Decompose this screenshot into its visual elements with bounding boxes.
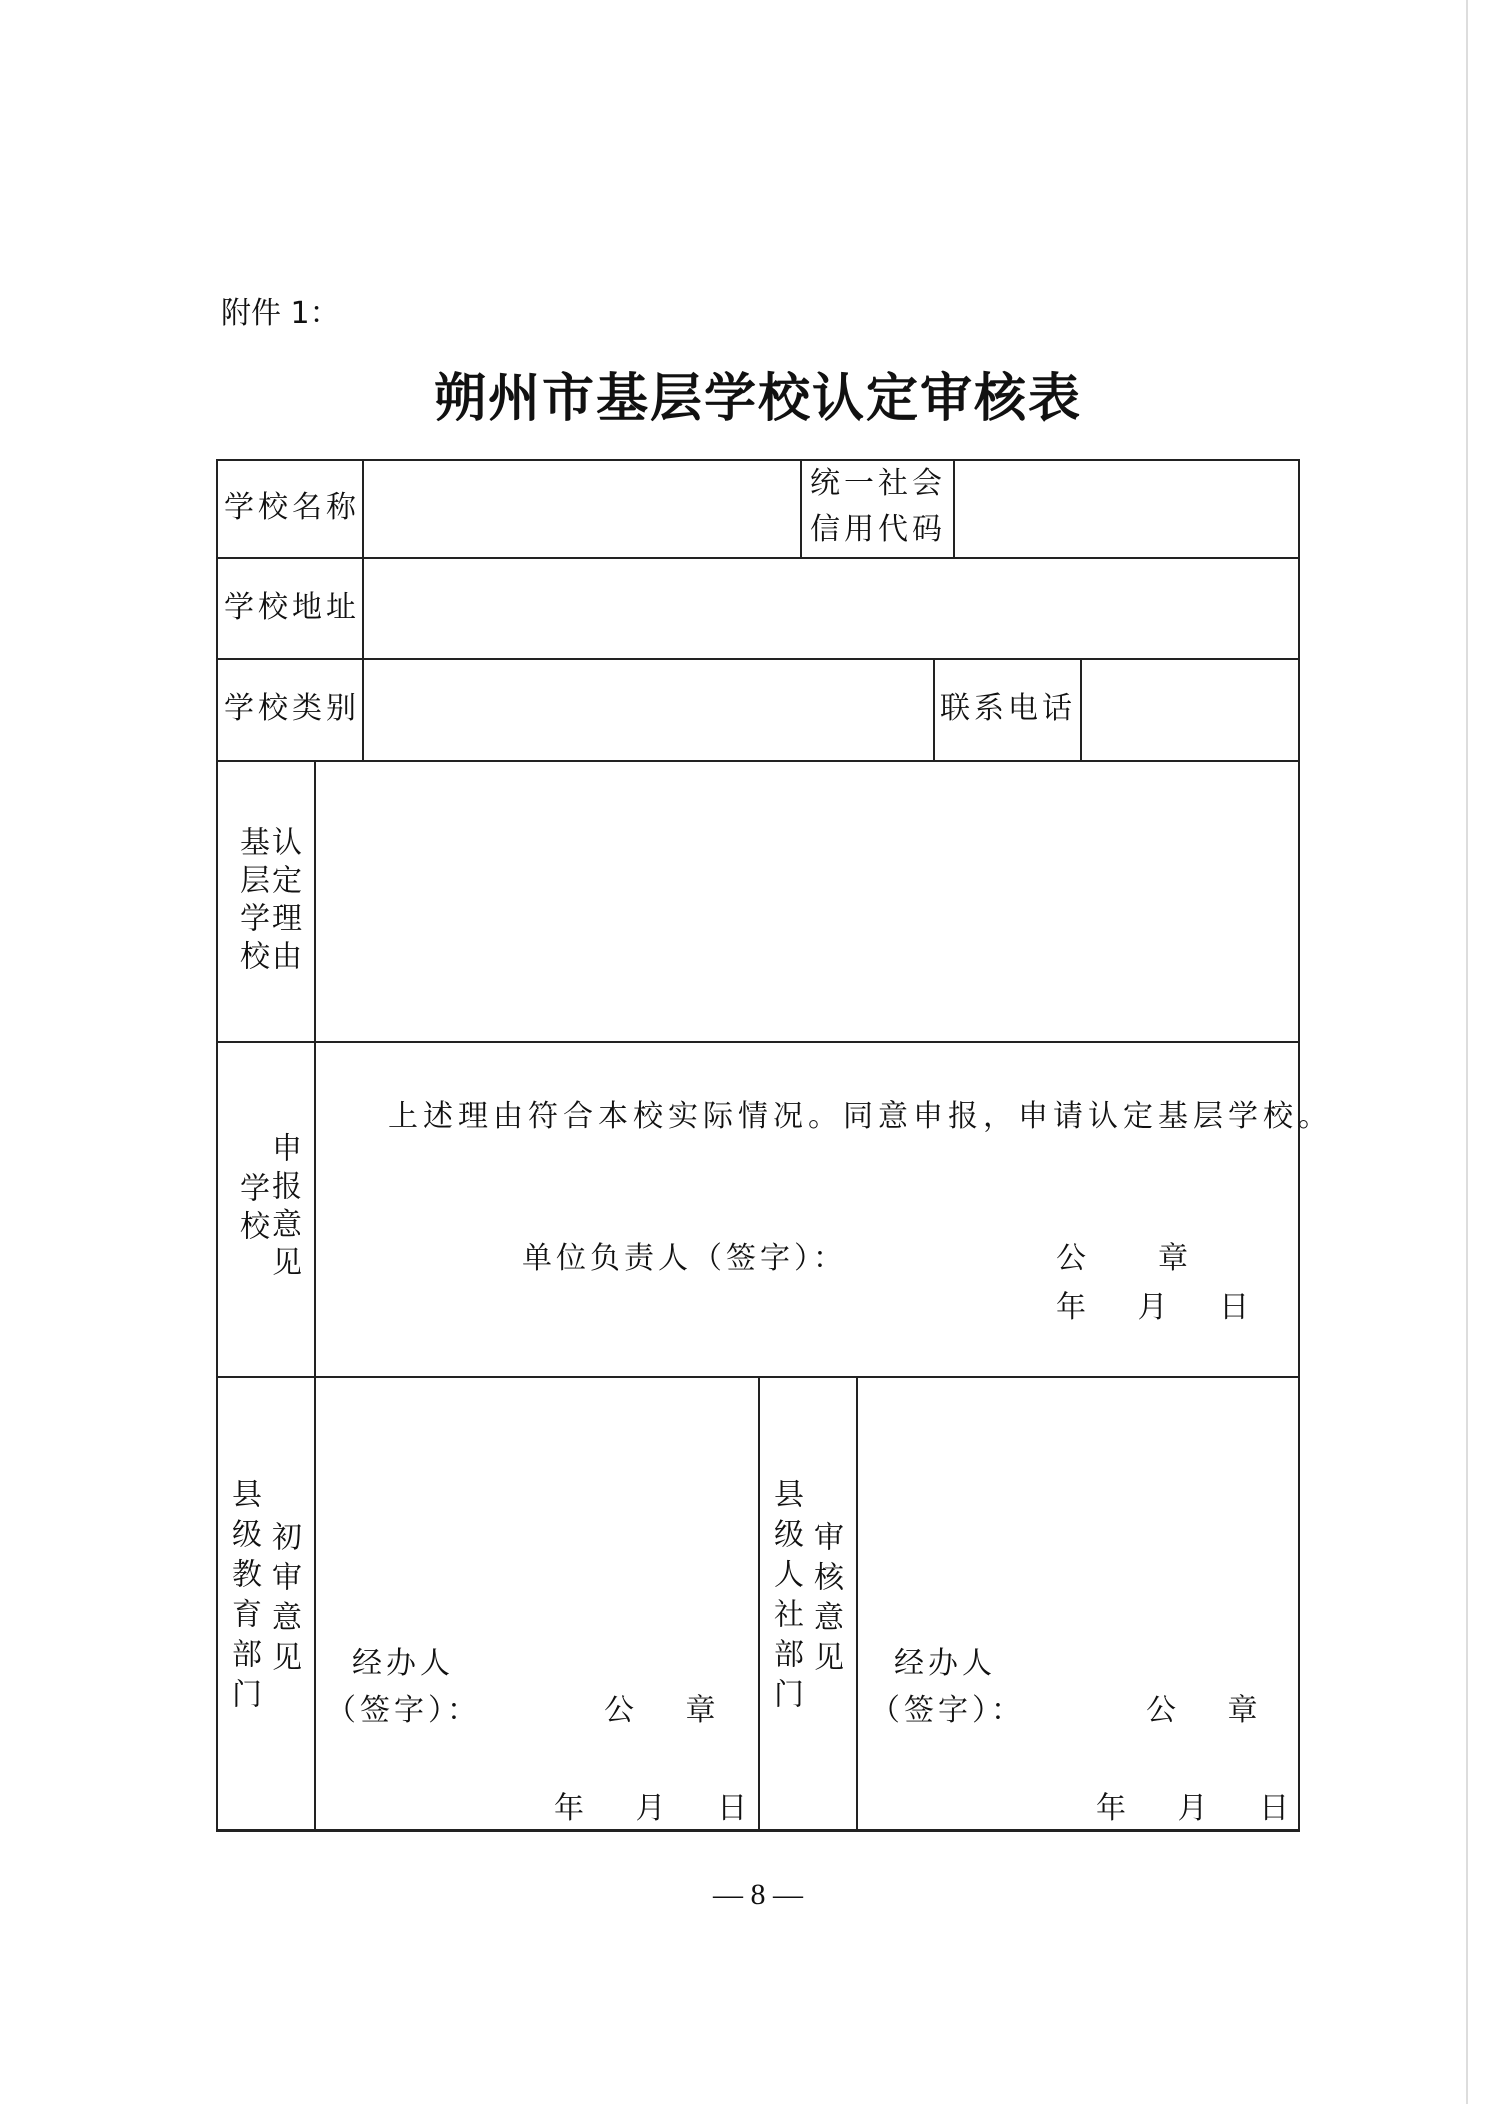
hr-handler-sign-label: （签字）： xyxy=(870,1693,1025,1728)
scan-edge xyxy=(1466,0,1468,2104)
page-title: 朔州市基层学校认定审核表 xyxy=(433,368,1082,429)
school-opinion-label-col1: 学校 xyxy=(234,1172,269,1248)
credit-code-field[interactable] xyxy=(955,461,1298,557)
hr-dept-label-col1: 县级人社部门 xyxy=(768,1478,803,1718)
hr-seal-label: 公 章 xyxy=(1146,1693,1262,1728)
attachment-label: 附件 1： xyxy=(221,296,340,331)
phone-field[interactable] xyxy=(1082,660,1298,760)
unit-head-sign-label: 单位负责人（签字）： xyxy=(522,1241,847,1276)
edu-handler-sign-label: （签字）： xyxy=(326,1693,481,1728)
school-type-label: 学校类别 xyxy=(224,691,360,726)
reason-label-col1: 基层学校 xyxy=(234,826,269,978)
hr-date-label: 年 月 日 xyxy=(1096,1791,1294,1826)
edu-dept-label-col1: 县级教育部门 xyxy=(226,1478,261,1718)
school-name-label: 学校名称 xyxy=(224,490,360,525)
hr-handler-label: 经办人 xyxy=(894,1646,996,1681)
reason-field[interactable] xyxy=(316,762,1298,1041)
edu-seal-label: 公 章 xyxy=(604,1693,720,1728)
page-number: — 8 — xyxy=(713,1878,803,1911)
school-address-field[interactable] xyxy=(364,559,1298,658)
credit-code-label-line2: 信用代码 xyxy=(810,512,946,547)
edu-date-label: 年 月 日 xyxy=(554,1791,752,1826)
credit-code-label-line1: 统一社会 xyxy=(810,466,946,501)
school-opinion-label-col2: 申报意见 xyxy=(266,1132,301,1284)
phone-label: 联系电话 xyxy=(940,691,1076,726)
reason-label-col2: 认定理由 xyxy=(266,826,301,978)
hr-dept-label-col2: 审核意见 xyxy=(808,1521,843,1681)
school-date-label: 年 月 日 xyxy=(1056,1290,1254,1325)
edu-handler-label: 经办人 xyxy=(352,1646,454,1681)
edu-dept-label-col2: 初审意见 xyxy=(266,1521,301,1681)
school-type-field[interactable] xyxy=(364,660,933,760)
school-address-label: 学校地址 xyxy=(224,590,360,625)
school-seal-label: 公 章 xyxy=(1056,1241,1192,1276)
school-opinion-statement: 上述理由符合本校实际情况。同意申报，申请认定基层学校。 xyxy=(388,1099,1333,1134)
school-name-field[interactable] xyxy=(364,461,800,557)
